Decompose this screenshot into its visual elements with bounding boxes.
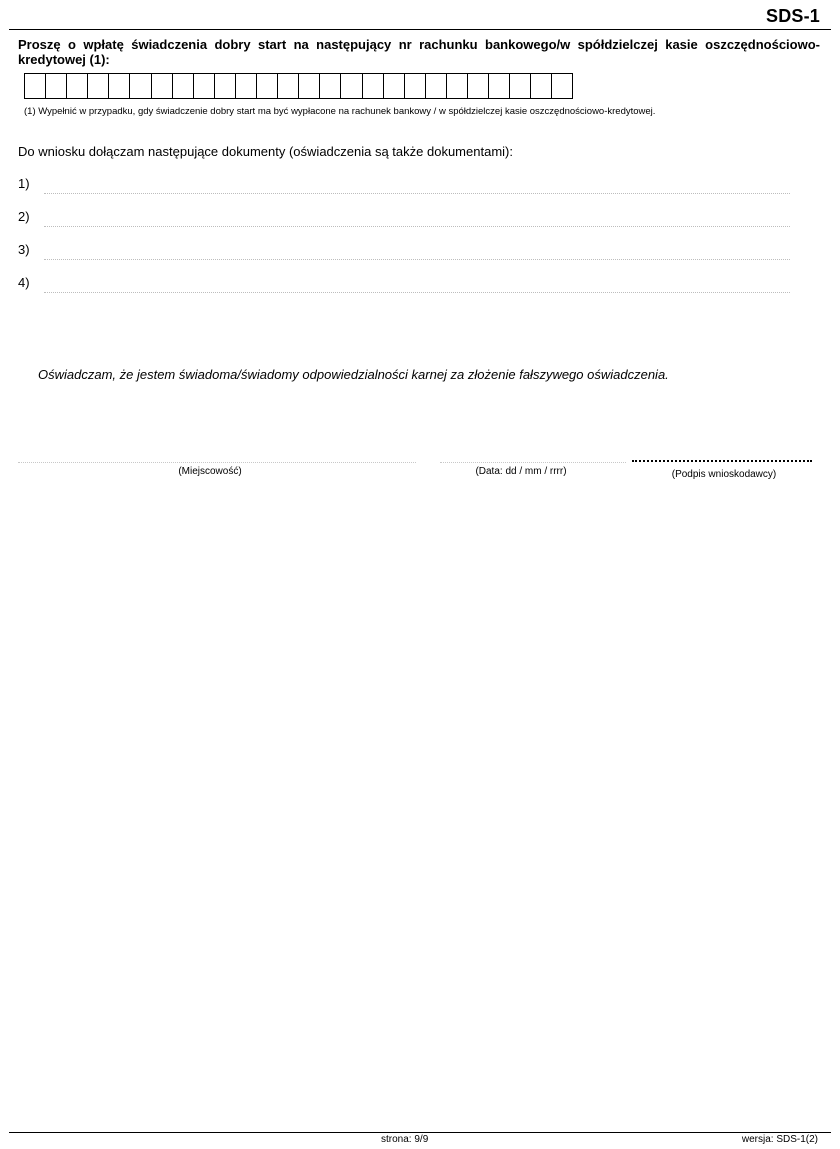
form-version: wersja: SDS-1(2)	[741, 1134, 818, 1145]
account-digit-box[interactable]	[152, 74, 173, 98]
attachment-number: 4)	[18, 275, 30, 290]
form-code: SDS-1	[765, 6, 820, 26]
date-field[interactable]	[440, 462, 626, 463]
account-digit-box[interactable]	[320, 74, 341, 98]
attachment-row-1	[18, 176, 790, 196]
account-digit-box[interactable]	[46, 74, 67, 98]
account-digit-box[interactable]	[384, 74, 405, 98]
attachment-number: 2)	[18, 209, 30, 224]
account-number-field[interactable]	[24, 73, 573, 99]
attachment-row-3	[18, 242, 790, 262]
account-digit-box[interactable]	[510, 74, 531, 98]
account-digit-box[interactable]	[489, 74, 510, 98]
account-digit-box[interactable]	[236, 74, 257, 98]
account-digit-box[interactable]	[109, 74, 130, 98]
signature-label: (Podpis wnioskodawcy)	[671, 469, 777, 480]
attachment-number: 1)	[18, 176, 30, 191]
attachment-row-4	[18, 275, 790, 295]
date-label: (Data: dd / mm / rrrr)	[475, 466, 567, 477]
account-digit-box[interactable]	[215, 74, 236, 98]
account-digit-box[interactable]	[173, 74, 194, 98]
attachment-row-2	[18, 209, 790, 229]
account-digit-box[interactable]	[405, 74, 426, 98]
page-number: strona: 9/9	[381, 1134, 429, 1145]
place-label: (Miejscowość)	[178, 466, 242, 477]
footnote: (1) Wypełnić w przypadku, gdy świadczenie dobry start ma być wypłacone na rachunek bankowy / w spółdzielczej kasie oszczędnościowo-kredytowej.	[24, 106, 656, 117]
account-number-heading: Proszę o wpłatę świadczenia dobry start na następujący nr rachunku bankowego/w spółdzielczej kasie oszczędnościowo-kredytowej (1):	[18, 37, 820, 67]
account-digit-box[interactable]	[447, 74, 468, 98]
account-digit-box[interactable]	[278, 74, 299, 98]
account-digit-box[interactable]	[363, 74, 384, 98]
account-digit-box[interactable]	[341, 74, 362, 98]
bottom-divider	[9, 1132, 831, 1133]
account-digit-box[interactable]	[67, 74, 88, 98]
account-digit-box[interactable]	[531, 74, 552, 98]
account-digit-box[interactable]	[25, 74, 46, 98]
place-field[interactable]	[18, 462, 416, 463]
signature-field[interactable]	[632, 460, 812, 462]
declaration-text: Oświadczam, że jestem świadoma/świadomy odpowiedzialności karnej za złożenie fałszywego oświadczenia.	[38, 367, 669, 382]
attachment-input-4[interactable]	[44, 292, 790, 293]
top-divider	[9, 29, 831, 30]
attachment-input-1[interactable]	[44, 193, 790, 194]
account-digit-box[interactable]	[468, 74, 489, 98]
attachments-intro: Do wniosku dołączam następujące dokumenty (oświadczenia są także dokumentami):	[18, 144, 513, 159]
attachment-number: 3)	[18, 242, 30, 257]
account-digit-box[interactable]	[426, 74, 447, 98]
account-digit-box[interactable]	[552, 74, 573, 98]
attachment-input-3[interactable]	[44, 259, 790, 260]
account-digit-box[interactable]	[88, 74, 109, 98]
account-digit-box[interactable]	[130, 74, 151, 98]
attachment-input-2[interactable]	[44, 226, 790, 227]
account-digit-box[interactable]	[194, 74, 215, 98]
account-digit-box[interactable]	[257, 74, 278, 98]
account-digit-box[interactable]	[299, 74, 320, 98]
